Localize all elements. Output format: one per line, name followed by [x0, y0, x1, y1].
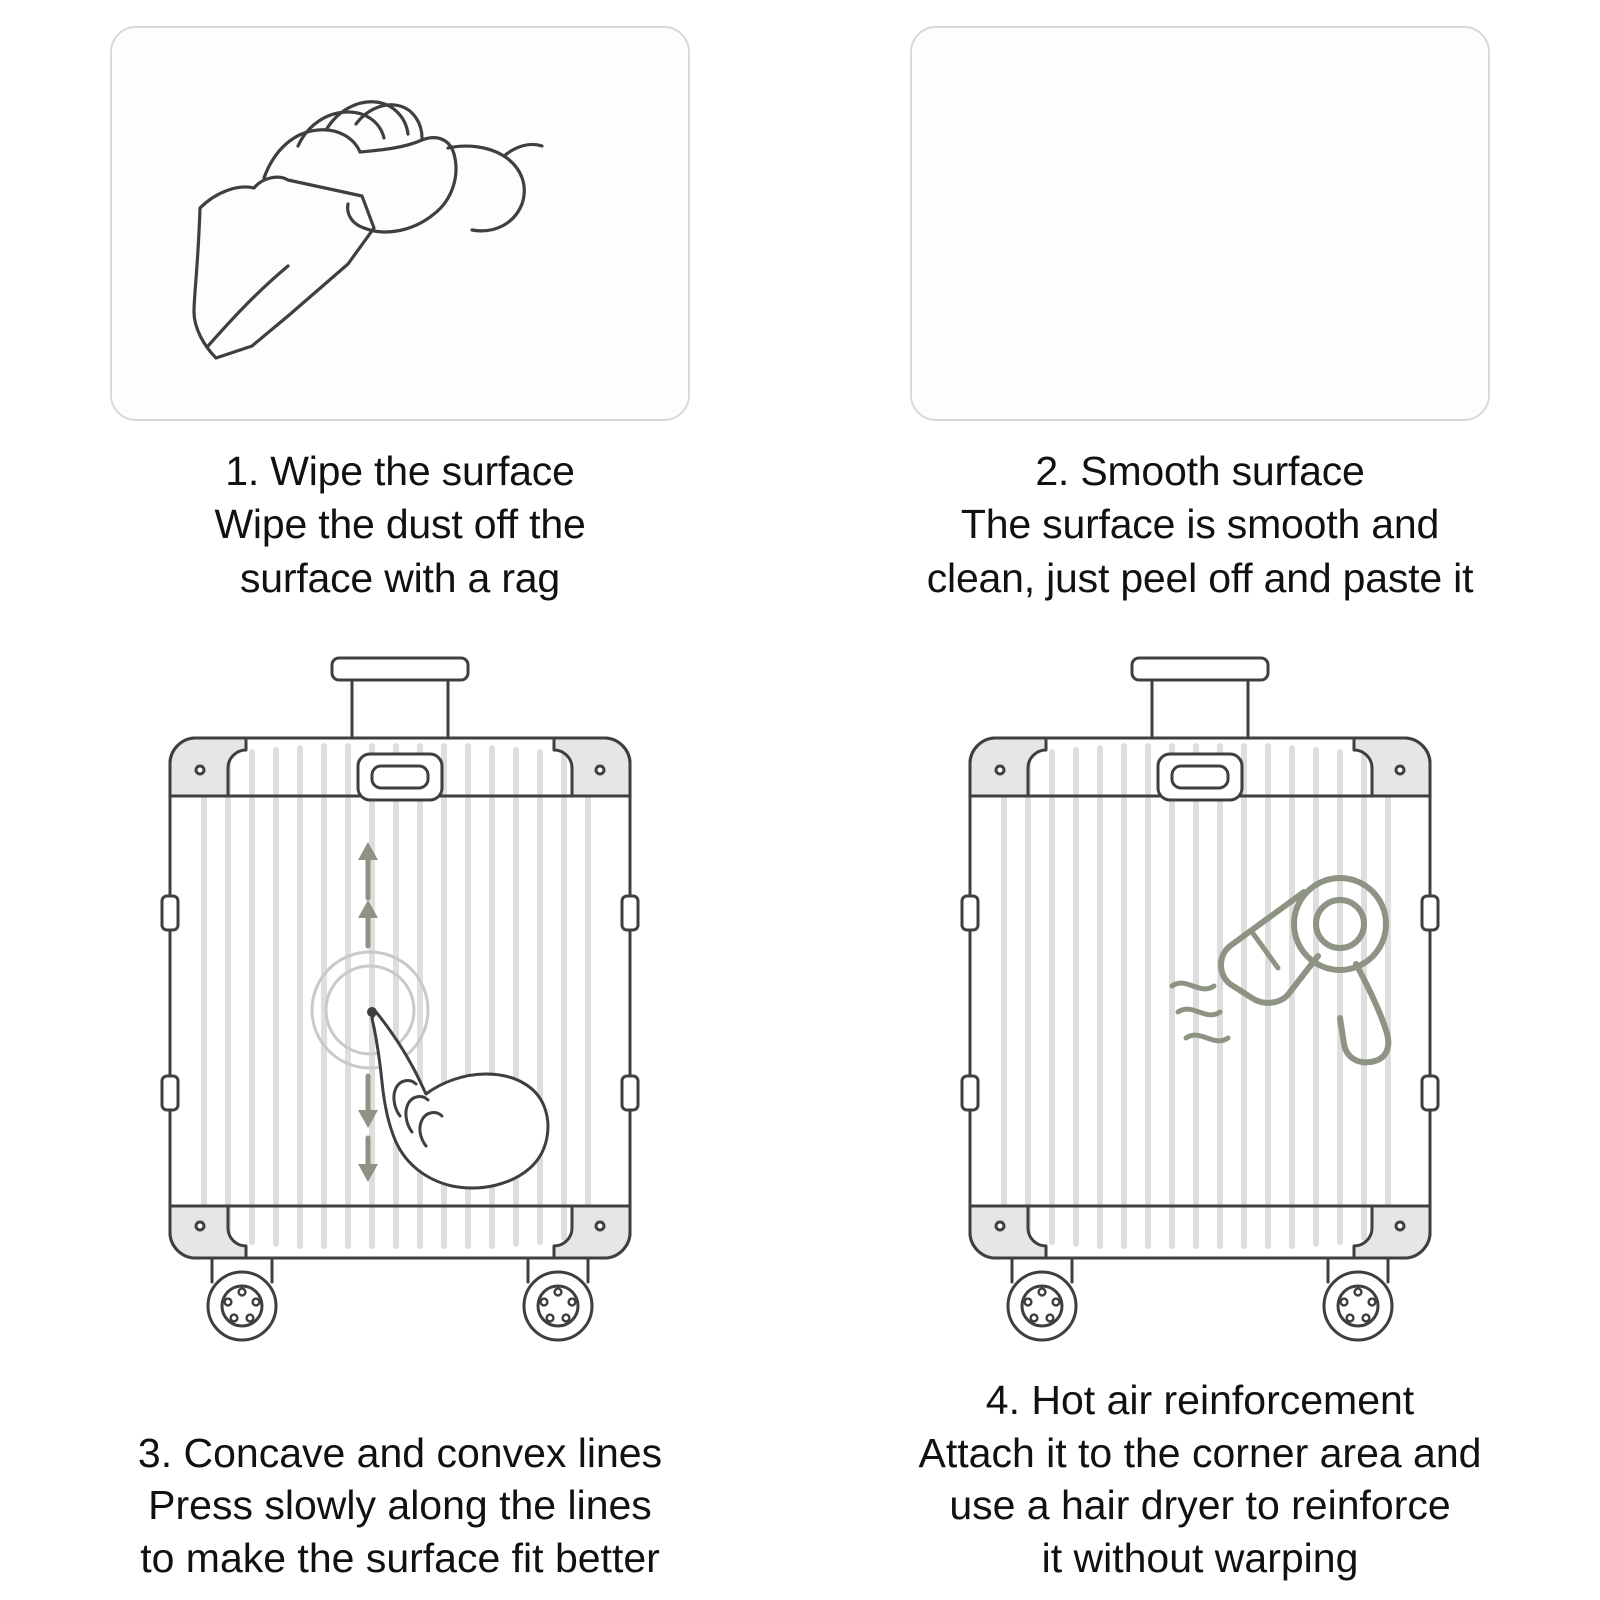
- step-4-caption: [800, 1374, 1600, 1584]
- step-3-title: 3. Concave and convex lines: [137, 1429, 663, 1476]
- step-4-desc-line-2: use a hair dryer to reinforce: [949, 1482, 1451, 1529]
- step-3-cell: [0, 640, 800, 1600]
- step-3-desc-line-1: Press slowly along the lines: [148, 1482, 652, 1529]
- step-1-desc-line-1: Wipe the dust off the: [214, 501, 586, 548]
- step-1-caption: [214, 445, 585, 605]
- step-3-illustration: [100, 646, 700, 1346]
- step-1-cell: [0, 0, 800, 640]
- step-2-caption: [927, 445, 1474, 605]
- step-2-cell: [800, 0, 1600, 640]
- step-4-cell: [800, 640, 1600, 1600]
- suitcase-with-hair-dryer-icon: [900, 646, 1500, 1346]
- step-3-caption: [0, 1427, 800, 1584]
- step-1-title: 1. Wipe the surface: [225, 448, 575, 494]
- step-2-title: 2. Smooth surface: [1035, 448, 1365, 494]
- step-2-desc-line-1: The surface is smooth and: [960, 501, 1440, 548]
- step-4-illustration: [900, 646, 1500, 1346]
- hand-wiping-cloth-icon: [112, 28, 688, 419]
- step-3-desc-line-2: to make the surface fit better: [140, 1534, 660, 1581]
- step-4-title: 4. Hot air reinforcement: [985, 1377, 1415, 1424]
- step-2-desc-line-2: clean, just peel off and paste it: [926, 554, 1474, 601]
- step-4-desc-line-3: it without warping: [1041, 1534, 1359, 1581]
- step-1-panel: [110, 26, 690, 421]
- suitcase-with-finger-press-icon: [100, 646, 700, 1346]
- blank-smooth-panel-icon: [912, 28, 1488, 419]
- step-2-panel: [910, 26, 1490, 421]
- step-1-desc-line-2: surface with a rag: [239, 554, 560, 601]
- step-4-desc-line-1: Attach it to the corner area and: [918, 1429, 1482, 1476]
